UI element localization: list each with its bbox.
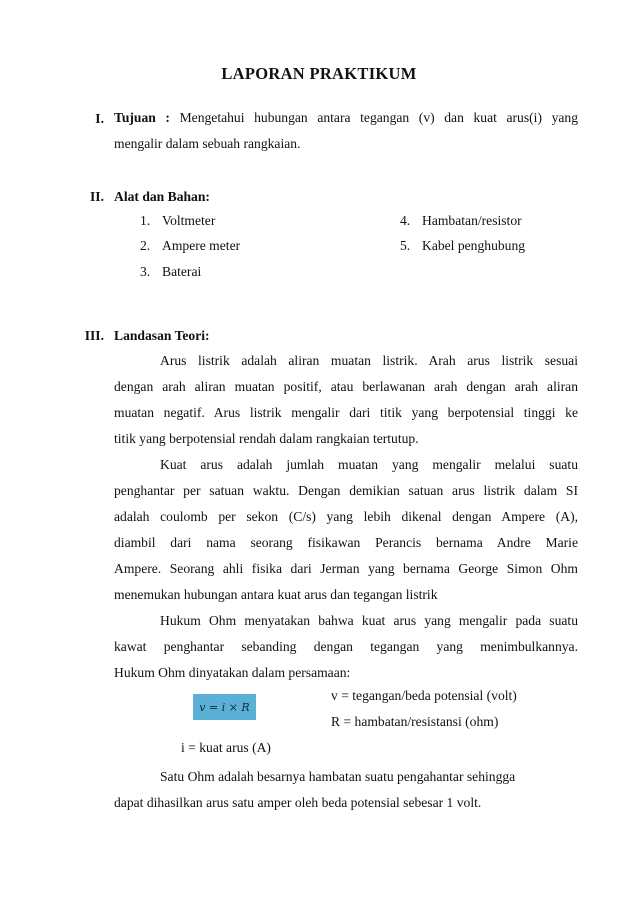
text-line: Arus listrik adalah aliran muatan listrik. Arah arus listrik sesuai [160,353,578,368]
landasan-paragraph-2 [114,452,578,608]
text-line: penghantar per satuan waktu. Dengan demikian satuan arus listrik dalam SI [114,483,578,498]
text-line: titik yang berpotensial rendah dalam rangkaian tertutup. [114,431,419,446]
text-line: adalah coulomb per sekon (C/s) yang lebih dikenal dengan Ampere (A), [114,509,578,524]
section-number-1: I. [95,111,104,126]
landasan-paragraph-1 [114,348,578,452]
landasan-heading: Landasan Teori: [114,328,210,343]
tujuan-label: Tujuan : [114,110,170,125]
list-item: 1. Voltmeter [140,213,216,228]
landasan-paragraph-4 [114,764,578,816]
legend-voltage: v = tegangan/beda potensial (volt) [331,688,517,703]
text-line: Hukum Ohm dinyatakan dalam persamaan: [114,665,351,680]
document-title: LAPORAN PRAKTIKUM [221,64,417,83]
list-item: 4. Hambatan/resistor [400,213,522,228]
section-number-3: III. [84,328,104,343]
text-line: kawat penghantar sebanding dengan tegangan yang menimbulkannya. [114,639,578,654]
text-line: dapat dihasilkan arus satu amper oleh beda potensial sebesar 1 volt. [114,795,482,810]
alat-heading: Alat dan Bahan: [114,189,210,204]
list-item: 3. Baterai [140,264,202,279]
landasan-paragraph-3 [114,608,578,686]
tujuan-text-1: Mengetahui hubungan antara tegangan (v) dan kuat arus(i) yang [179,110,579,125]
tujuan-line-1 [114,105,578,131]
text-line: muatan negatif. Arus listrik mengalir dari titik yang berpotensial tinggi ke [114,405,578,420]
tujuan-paragraph [114,105,578,157]
tujuan-line-2: mengalir dalam sebuah rangkaian. [114,136,301,151]
text-line: menemukan hubungan antara kuat arus dan tegangan listrik [114,587,438,602]
text-line: Kuat arus adalah jumlah muatan yang mengalir melalui suatu [160,457,578,472]
list-item: 2. Ampere meter [140,238,241,253]
text-line: Ampere. Seorang ahli fisika dari Jerman yang bernama George Simon Ohm [114,561,578,576]
legend-resistance: R = hambatan/resistansi (ohm) [331,714,499,729]
formula-box: v = i × R [193,694,256,720]
section-number-2: II. [90,189,104,204]
text-line: diambil dari nama seorang fisikawan Perancis bernama Andre Marie [114,535,578,550]
text-line: Hukum Ohm menyatakan bahwa kuat arus yang mengalir pada suatu [160,613,578,628]
list-item: 5. Kabel penghubung [400,238,526,253]
text-line: dengan arah aliran muatan positif, atau berlawanan arah dengan arah aliran [114,379,578,394]
text-line: Satu Ohm adalah besarnya hambatan suatu pengahantar sehingga [160,769,516,784]
legend-current: i = kuat arus (A) [181,740,271,755]
